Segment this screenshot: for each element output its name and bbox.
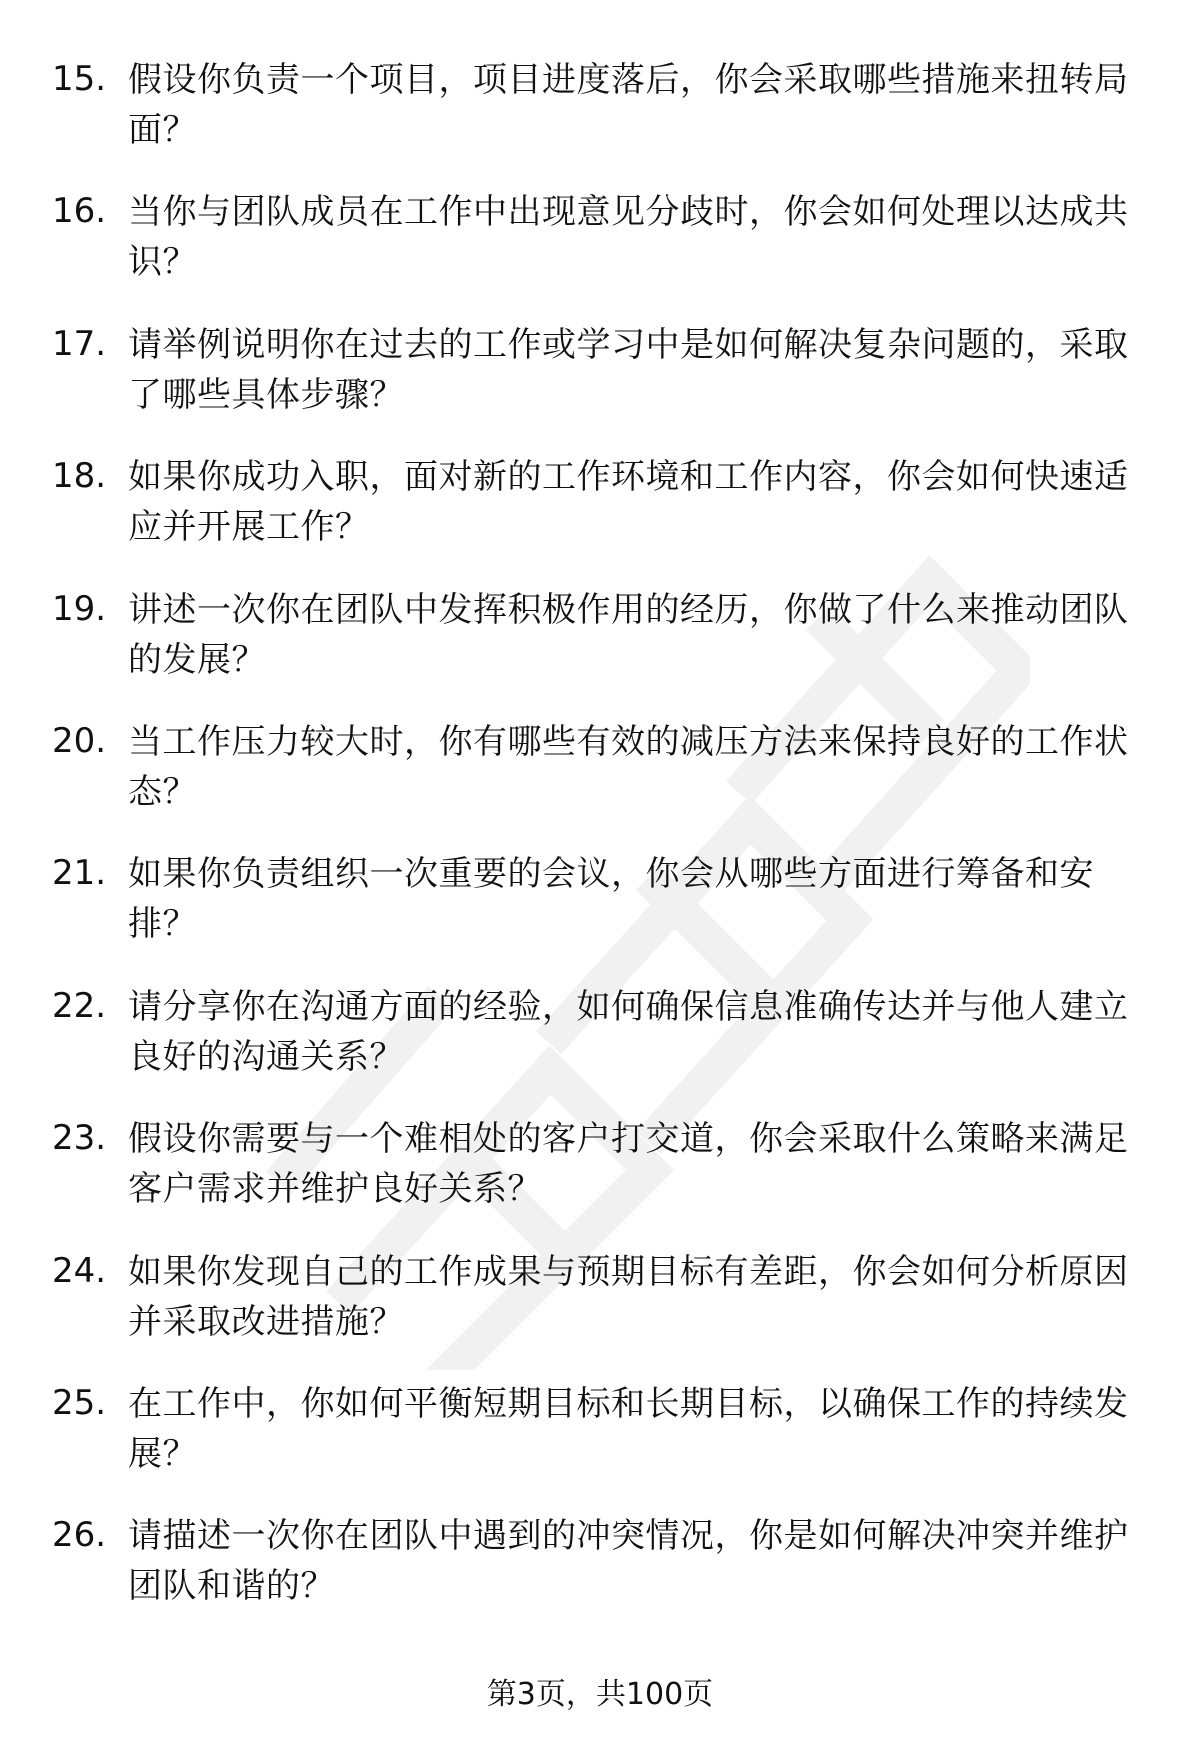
question-text: 在工作中，你如何平衡短期目标和长期目标，以确保工作的持续发展？ (128, 1383, 1129, 1474)
question-list (0, 55, 1200, 1644)
question-item (0, 320, 1200, 452)
question-number: 16. (52, 191, 107, 232)
question-number: 23. (52, 1118, 107, 1159)
question-number: 19. (52, 588, 107, 629)
question-item (0, 849, 1200, 981)
question-item (0, 187, 1200, 319)
question-text: 当工作压力较大时，你有哪些有效的减压方法来保持良好的工作状态？ (128, 721, 1129, 812)
question-number: 17. (52, 323, 107, 364)
question-text: 当你与团队成员在工作中出现意见分歧时，你会如何处理以达成共识？ (128, 192, 1129, 283)
question-item (0, 1114, 1200, 1246)
question-number: 25. (52, 1382, 107, 1423)
question-item (0, 55, 1200, 187)
question-item (0, 452, 1200, 584)
question-text: 请分享你在沟通方面的经验，如何确保信息准确传达并与他人建立良好的沟通关系？ (128, 986, 1129, 1077)
question-text: 请举例说明你在过去的工作或学习中是如何解决复杂问题的，采取了哪些具体步骤？ (128, 324, 1129, 415)
question-text: 请描述一次你在团队中遇到的冲突情况，你是如何解决冲突并维护团队和谐的？ (128, 1516, 1129, 1607)
question-number: 26. (52, 1515, 107, 1556)
question-text: 如果你成功入职，面对新的工作环境和工作内容，你会如何快速适应并开展工作？ (128, 457, 1129, 548)
question-item (0, 1247, 1200, 1379)
question-item (0, 585, 1200, 717)
question-number: 21. (52, 853, 107, 894)
question-item (0, 717, 1200, 849)
question-number: 18. (52, 456, 107, 497)
page-footer: 第3页，共100页 (486, 1677, 714, 1712)
question-item (0, 1379, 1200, 1511)
question-number: 20. (52, 720, 107, 761)
question-text: 讲述一次你在团队中发挥积极作用的经历，你做了什么来推动团队的发展？ (128, 589, 1129, 680)
question-number: 24. (52, 1250, 107, 1291)
question-number: 15. (52, 59, 107, 99)
question-text: 假设你需要与一个难相处的客户打交道，你会采取什么策略来满足客户需求并维护良好关系？ (128, 1119, 1129, 1210)
question-text: 如果你负责组织一次重要的会议，你会从哪些方面进行筹备和安排？ (128, 854, 1094, 945)
question-number: 22. (52, 985, 107, 1026)
question-item (0, 1511, 1200, 1643)
question-item (0, 982, 1200, 1114)
question-text: 如果你发现自己的工作成果与预期目标有差距，你会如何分析原因并采取改进措施？ (128, 1251, 1129, 1342)
question-text: 假设你负责一个项目，项目进度落后，你会采取哪些措施来扭转局面？ (128, 60, 1129, 150)
